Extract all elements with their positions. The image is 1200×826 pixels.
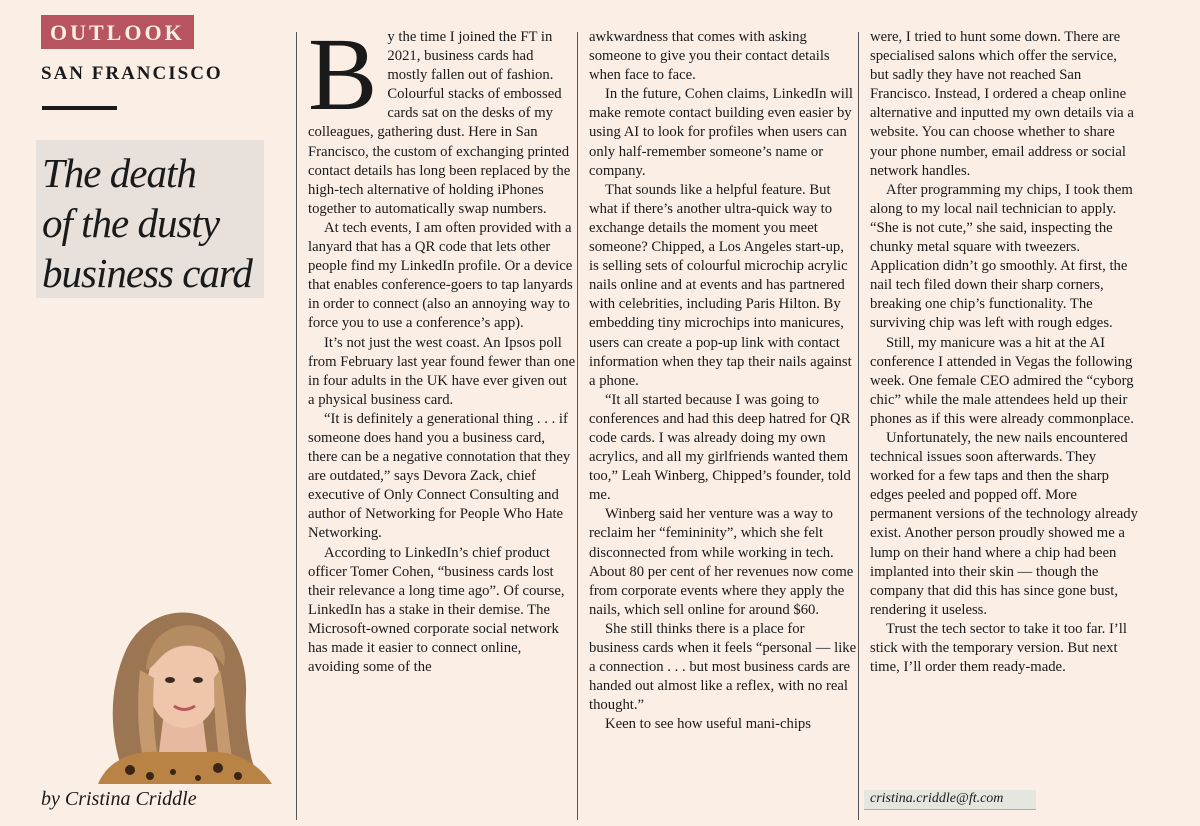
paragraph: “It all started because I was going to conferences and had this deep hatred for QR code cards. I was already doing my own acrylics, and all my girlfriends wanted them too,” Leah Winberg, Chipped’s founder, told me. [589, 391, 851, 504]
paragraph: In the future, Cohen claims, LinkedIn will make remote contact building even easier by using AI to look for profiles when users can only half-remember someone’s name or company. [589, 86, 853, 179]
article-sidebar [30, 10, 292, 818]
column-divider [577, 32, 578, 820]
headline [42, 148, 287, 298]
divider-rule [42, 106, 117, 110]
paragraph: That sounds like a helpful feature. But what if there’s another ultra-quick way to exchange details the moment you meet someone? Chipped, a Los Angeles start-up, is selling sets of colourful microchip acrylic nails online and at events and has partnered with celebrities, including Paris Hilton. By embedding tiny microchips into manicures, users can create a pop-up link with contact information when they tap their nails against a phone. [589, 181, 852, 389]
paragraph: According to LinkedIn’s chief product officer Tomer Cohen, “business cards lost their relevance a long time ago”. Of course, LinkedIn has a stake in their demise. The Microsoft-owned corporate social network has made it easier to connect online, avoiding some of the [308, 544, 565, 676]
paragraph: Still, my manicure was a hit at the AI conference I attended in Vegas the following week. One female CEO admired the “cyborg chic” while the male attendees held up their phones as if this were already commonplace. [870, 334, 1134, 427]
article-column-3 [870, 28, 1138, 677]
headline-line: business card [42, 250, 252, 296]
location-label: SAN FRANCISCO [41, 63, 223, 84]
paragraph: At tech events, I am often provided with a lanyard that has a QR code that lets other people find my LinkedIn profile. Or a device that enables conference-goers to tap lanyards in order to connect (also an annoying way to force you to use a conference’s app). [308, 219, 573, 332]
column-divider [296, 32, 297, 820]
section-badge: OUTLOOK [41, 15, 194, 49]
column-divider [858, 32, 859, 820]
paragraph: Winberg said her venture was a way to reclaim her “femininity”, which she felt disconnected from while working in tech. About 80 per cent of her revenues now come from corporate events where they apply the nails, which sell online for around $60. [589, 506, 854, 618]
paragraph: were, I tried to hunt some down. There are specialised salons which offer the service, but sadly they have not reached San Francisco. Instead, I ordered a cheap online alternative and inputted my own details via a website. You can choose whether to share your phone number, email address or social network handles. [870, 29, 1134, 179]
article-column-2 [589, 28, 857, 734]
paragraph: It’s not just the west coast. An Ipsos poll from February last year found fewer than one in four adults in the UK have ever given out a physical business card. [308, 334, 576, 408]
headline-line: The death [42, 150, 196, 196]
paragraph: awkwardness that comes with asking someone to give you their contact details when face to face. [589, 29, 830, 84]
paragraph: Trust the tech sector to take it too far. I’ll stick with the temporary version. But next time, I’ll order them ready-made. [870, 620, 1127, 676]
paragraph [308, 17, 576, 219]
drop-cap: B [308, 17, 378, 132]
paragraph: “It is definitely a generational thing . . . if someone does hand you a business card, there can be a negative connotation that they are outdated,” says Devora Zack, chief executive of Only Connect Consulting and author of Networking for People Who Hate Networking. [308, 410, 571, 542]
headline-line: of the dusty [42, 200, 220, 246]
author-portrait [78, 600, 284, 784]
byline: by Cristina Criddle [41, 788, 197, 810]
author-email[interactable]: cristina.criddle@ft.com [864, 790, 1036, 810]
article-column-1 [308, 17, 576, 677]
paragraph: She still thinks there is a place for business cards when it feels “personal — like a connection . . . but most business cards are handed out almost like a reflex, with no real thought.” [589, 620, 857, 714]
paragraph-text: y the time I joined the FT in 2021, business cards had mostly fallen out of fashion. Colourful stacks of embossed cards sat on the desks of my colleagues, gathering dust. Here in San Francisco, the custom of exchanging printed contact details has long been replaced by the high-tech alternative of holding iPhones together to automatically swap numbers. [308, 29, 571, 217]
paragraph: Keen to see how useful mani-chips [605, 716, 811, 733]
paragraph: After programming my chips, I took them along to my local nail technician to apply. “She is not cute,” she said, inspecting the chunky metal square with tweezers. Application didn’t go smoothly. At first, the nail tech filed down their sharp corners, breaking one chip’s functionality. The surviving chip was left with rough edges. [870, 181, 1133, 332]
paragraph: Unfortunately, the new nails encountered technical issues soon afterwards. They worked for a few taps and then the sharp edges peeled and popped off. More permanent versions of the technology already exist. Another person proudly showed me a lump on their hand where a chip had been implanted into their skin — though the company that did this has since gone bust, rendering it useless. [870, 429, 1138, 618]
